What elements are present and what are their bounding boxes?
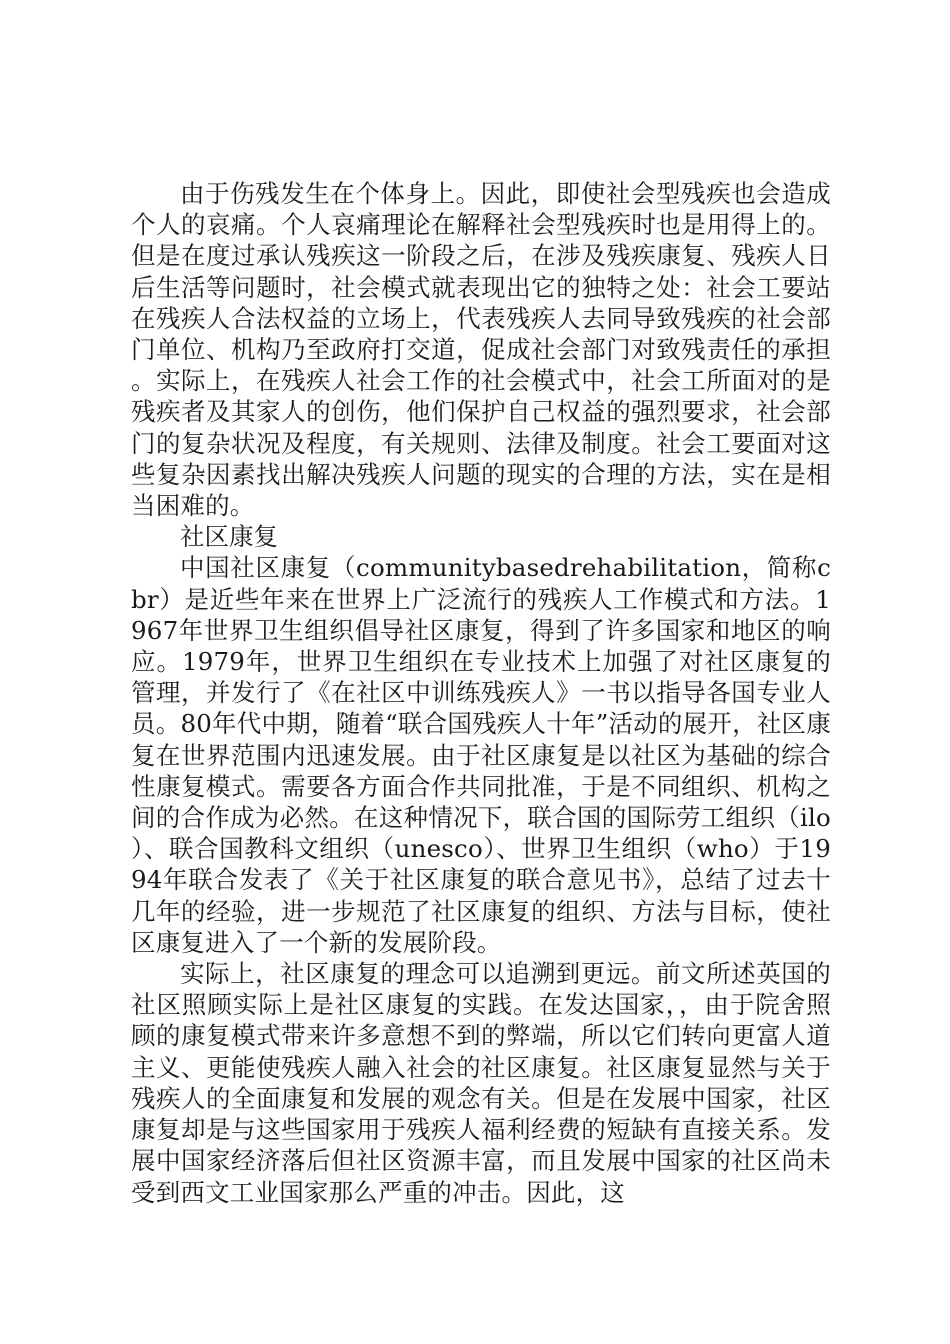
body-paragraph: 中国社区康复（communitybasedrehabilitation，简称cbr）是近些年来在世界上广泛流行的残疾人工作模式和方法。1967年世界卫生组织倡导社区康复，得到了许多国家和地区的响应。1979年，世界卫生组织在专业技术上加强了对社区康复的管理，并发行了《在社区中训练残疾人》一书以指导各国专业人员。80年代中期，随着“联合国残疾人十年”活动的展开，社区康复在世界范围内迅速发展。由于社区康复是以社区为基础的综合性康复模式。需要各方面合作共同批准，于是不同组织、机构之间的合作成为必然。在这种情况下，联合国的国际劳工组织（ilo）、联合国教科文组织（unesco）、世界卫生组织（who）于1994年联合发表了《关于社区康复的联合意见书》，总结了过去十几年的经验，进一步规范了社区康复的组织、方法与目标，使社区康复进入了一个新的发展阶段。	[131, 553, 831, 957]
body-paragraph: 由于伤残发生在个体身上。因此，即使社会型残疾也会造成个人的哀痛。个人哀痛理论在解释社会型残疾时也是用得上的。但是在度过承认残疾这一阶段之后，在涉及残疾康复、残疾人日后生活等问题时，社会模式就表现出它的独特之处：社会工要站在残疾人合法权益的立场上，代表残疾人去同导致残疾的社会部门单位、机构乃至政府打交道，促成社会部门对致残责任的承担。实际上，在残疾人社会工作的社会模式中，社会工所面对的是残疾者及其家人的创伤，他们保护自己权益的强烈要求，社会部门的复杂状况及程度，有关规则、法律及制度。社会工要面对这些复杂因素找出解决残疾人问题的现实的合理的方法，实在是相当困难的。	[131, 179, 831, 521]
document-page	[131, 178, 831, 1208]
body-paragraph: 实际上，社区康复的理念可以追溯到更远。前文所述英国的社区照顾实际上是社区康复的实践。在发达国家，，由于院舍照顾的康复模式带来许多意想不到的弊端，所以它们转向更富人道主义、更能使残疾人融入社会的社区康复。社区康复显然与关于残疾人的全面康复和发展的观念有关。但是在发展中国家，社区康复却是与这些国家用于残疾人福利经费的短缺有直接关系。发展中国家经济落后但社区资源丰富，而且发展中国家的社区尚未受到西文工业国家那么严重的冲击。因此，这	[131, 959, 831, 1207]
section-heading: 社区康复	[180, 522, 278, 552]
